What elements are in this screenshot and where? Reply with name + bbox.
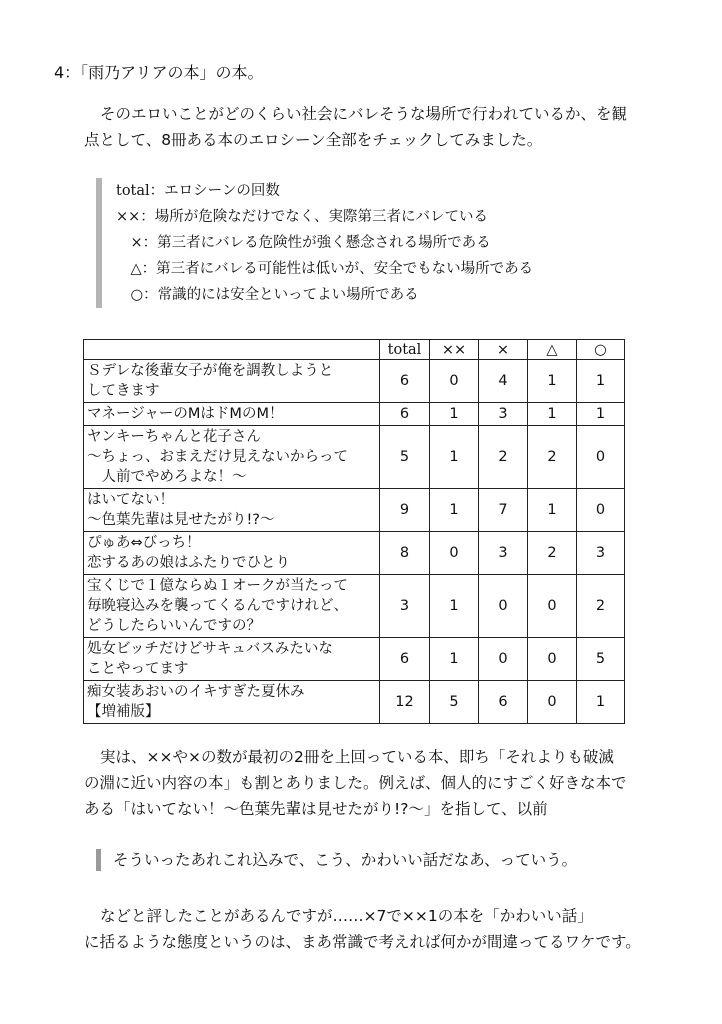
- header-cell-triangle: △: [528, 340, 577, 360]
- cross-cell: 3: [479, 403, 528, 426]
- book-title-cell: [84, 638, 380, 681]
- total-cell: 8: [380, 532, 430, 575]
- total-cell: 3: [380, 575, 430, 638]
- legend-row: ××：場所が危険なだけでなく、実際第三者にバレている: [116, 209, 489, 225]
- book-title-line: Ｓデレな後輩女子が俺を調教しようと: [87, 363, 334, 379]
- book-title-line: どうしたらいいんですの？: [87, 618, 261, 634]
- triangle-cell: 0: [528, 681, 577, 724]
- book-title-line: ことやってます: [87, 661, 189, 677]
- book-title-cell: [84, 360, 380, 403]
- book-title-line: ぴゅあ⇔びっち！: [87, 535, 201, 551]
- cross-cell: 6: [479, 681, 528, 724]
- book-title-line: はいてない！: [87, 492, 174, 508]
- quote-block: そういったあれこれ込みで、こう、かわいい話だなあ、っていう。: [96, 849, 577, 871]
- header-cell-title: [84, 340, 380, 360]
- cross-cell: 4: [479, 360, 528, 403]
- triangle-cell: 1: [528, 360, 577, 403]
- double-cross-cell: 0: [430, 360, 479, 403]
- book-title-cell: [84, 681, 380, 724]
- double-cross-cell: 1: [430, 575, 479, 638]
- total-cell: 12: [380, 681, 430, 724]
- cross-cell: 3: [479, 532, 528, 575]
- circle-cell: 3: [577, 532, 625, 575]
- book-title-line: 人前でやめろよな！～: [87, 469, 247, 485]
- cross-cell: 0: [479, 575, 528, 638]
- header-cell-double-cross: ××: [430, 340, 479, 360]
- body-line: の淵に近い内容の本」も割とありました。例えば、個人的にすごく好きな本で: [84, 774, 627, 792]
- circle-cell: 1: [577, 360, 625, 403]
- triangle-cell: 1: [528, 403, 577, 426]
- total-cell: 9: [380, 489, 430, 532]
- header-cell-total: total: [380, 340, 430, 360]
- triangle-cell: 1: [528, 489, 577, 532]
- book-title-line: ～ちょっ、おまえだけ見えないからって: [87, 449, 348, 465]
- legend-row: ○：常識的には安全といってよい場所である: [116, 287, 419, 303]
- book-title-line: してきます: [87, 383, 160, 399]
- double-cross-cell: 5: [430, 681, 479, 724]
- total-cell: 6: [380, 403, 430, 426]
- table-row: [84, 681, 625, 724]
- legend-row: ×：第三者にバレる危険性が強く懸念される場所である: [116, 235, 491, 251]
- circle-cell: 5: [577, 638, 625, 681]
- book-title-line: 処女ビッチだけどサキュバスみたいな: [87, 641, 333, 657]
- book-title-line: 恋するあの娘はふたりでひとり: [87, 555, 290, 571]
- table-row: [84, 532, 625, 575]
- intro-line: 点として、8冊ある本のエロシーン全部をチェックしてみました。: [84, 131, 543, 149]
- intro-paragraph: [84, 101, 644, 153]
- book-title-cell: [84, 403, 380, 426]
- scene-table: [83, 339, 625, 724]
- table-row: [84, 403, 625, 426]
- triangle-cell: 2: [528, 426, 577, 489]
- intro-line: そのエロいことがどのくらい社会にバレそうな場所で行われているか、を観: [100, 105, 628, 123]
- total-cell: 6: [380, 638, 430, 681]
- double-cross-cell: 1: [430, 489, 479, 532]
- table-row: [84, 489, 625, 532]
- circle-cell: 0: [577, 426, 625, 489]
- book-title-line: 痴女装あおいのイキすぎた夏休み: [87, 684, 305, 700]
- cross-cell: 7: [479, 489, 528, 532]
- book-title-line: 宝くじで１億ならぬ１オークが当たって: [87, 578, 348, 594]
- triangle-cell: 0: [528, 638, 577, 681]
- book-title-cell: [84, 532, 380, 575]
- closing-paragraph: [84, 903, 644, 955]
- double-cross-cell: 1: [430, 426, 479, 489]
- book-title-cell: [84, 575, 380, 638]
- double-cross-cell: 1: [430, 403, 479, 426]
- legend-block: [96, 178, 533, 308]
- table-row: [84, 360, 625, 403]
- total-cell: 6: [380, 360, 430, 403]
- circle-cell: 0: [577, 489, 625, 532]
- triangle-cell: 2: [528, 532, 577, 575]
- book-title-cell: [84, 489, 380, 532]
- closing-line: に括るような態度というのは、まあ常識で考えれば何かが間違ってるワケです。: [84, 933, 641, 951]
- legend-row: △：第三者にバレる可能性は低いが、安全でもない場所である: [116, 261, 534, 277]
- double-cross-cell: 1: [430, 638, 479, 681]
- section-heading: 4：「雨乃アリアの本」の本。: [54, 63, 264, 82]
- circle-cell: 1: [577, 403, 625, 426]
- double-cross-cell: 0: [430, 532, 479, 575]
- body-line: ある「はいてない！～色葉先輩は見せたがり!?～」を指して、以前: [84, 800, 548, 818]
- cross-cell: 2: [479, 426, 528, 489]
- triangle-cell: 0: [528, 575, 577, 638]
- circle-cell: 1: [577, 681, 625, 724]
- legend-row: total：エロシーンの回数: [116, 183, 280, 199]
- total-cell: 5: [380, 426, 430, 489]
- book-title-line: ヤンキーちゃんと花子さん: [87, 429, 261, 445]
- cross-cell: 0: [479, 638, 528, 681]
- header-cell-cross: ×: [479, 340, 528, 360]
- header-cell-circle: ○: [577, 340, 625, 360]
- table-row: [84, 575, 625, 638]
- closing-line: などと評したことがあるんですが‥‥‥×7で××1の本を「かわいい話」: [100, 907, 593, 925]
- book-title-line: マネージャーのMはドMのM！: [87, 406, 284, 422]
- table-header-row: [84, 340, 625, 360]
- book-title-line: ～色葉先輩は見せたがり!?～: [87, 512, 275, 528]
- table-row: [84, 426, 625, 489]
- body-paragraph: [84, 744, 644, 822]
- table-row: [84, 638, 625, 681]
- body-line: 実は、××や×の数が最初の2冊を上回っている本、即ち「それよりも破滅: [100, 748, 614, 766]
- book-title-cell: [84, 426, 380, 489]
- book-title-line: 毎晩寝込みを襲ってくるんですけれど、: [87, 598, 348, 614]
- book-title-line: 【増補版】: [87, 704, 160, 720]
- circle-cell: 2: [577, 575, 625, 638]
